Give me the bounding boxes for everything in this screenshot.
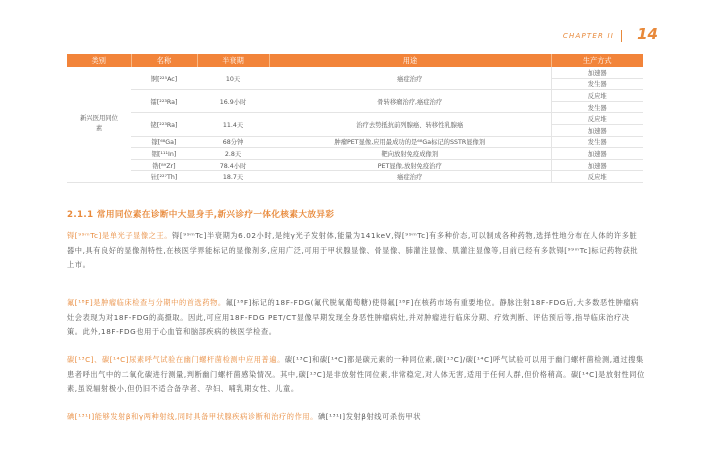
paragraph-body: 锝[⁹⁹ᵐTc]半衰期为6.02小时,是纯γ光子发射体,能量为141keV,锝[⁹⁹ᵐTc]有多种价态,可以制成各种药物,选择性地分布在人体的许多脏器中,具有良好的显像剂特性,在核医学界能标记的显像剂多,应用广泛,可用于甲状腺显像、骨显像、肺灌注显像、肌灌注显像等,目前已经有多款锝[⁹⁹ᵐTc]标记药物获批上市。 [67,231,639,270]
isotope-name: 镓[⁶⁸Ga] [131,136,197,148]
half-life: 16.9小时 [197,90,269,113]
col-header-production: 生产方式 [551,54,643,67]
col-header-half-life: 半衰期 [197,54,269,67]
paragraph-lead: 氟[¹⁸F]是肿瘤临床检查与分期中的首选药物。 [67,298,226,307]
production-form: 发生器 [551,101,643,113]
col-header-name: 名称 [131,54,197,67]
half-life: 10天 [197,67,269,90]
page-header [0,24,710,46]
production-form: 加速器 [551,67,643,78]
production-form: 加速器 [551,159,643,171]
isotope-table [67,54,643,183]
table-row [67,136,643,148]
paragraph-fluorine [67,296,645,340]
paragraph-lead: 碳[¹³C]、碳[¹⁴C]尿素呼气试验在幽门螺杆菌检测中应用普遍。 [67,355,285,364]
paragraph-lead: 锝[⁹⁹ᵐTc]是单光子显像之王。 [67,231,173,240]
paragraph-body: 碘[¹³¹I]发射β射线可杀伤甲状 [317,412,421,421]
isotope-name: 铑[²²³Ra] [131,113,197,136]
category-cell [67,67,131,182]
page-number: 14 [637,25,658,43]
use: 癌症治疗 [269,171,551,183]
paragraph-body: 碳[¹³C]和碳[¹⁴C]都是碳元素的一种同位素,碳[¹³C]/碳[¹⁴C]呼气试验可以用于幽门螺杆菌检测,通过搜集患者呼出气中的二氧化碳进行测量,判断幽门螺杆菌感染情况。其中,碳[¹³C]是非放射性同位素,非常稳定,对人体无害,适用于任何人群,但价格稍高。碳[¹⁴C]是放射性同位素,虽说辐射极小,但仍旧不适合备孕者、孕妇、哺乳期女性、儿童。 [67,355,645,394]
chapter-label: CHAPTER II [562,32,614,40]
paragraph-carbon [67,353,645,397]
isotope-name: 钍[²²⁷Th] [131,171,197,183]
half-life: 18.7天 [197,171,269,183]
use: 靶向放射免疫成像剂 [269,148,551,160]
production-form: 加速器 [551,124,643,136]
use: 肿瘤PET显像,应用最成功的是⁶⁸Ga标记的SSTR显像剂 [269,136,551,148]
table-row [67,90,643,102]
section-title: 2.1.1 常用同位素在诊断中大显身手,新兴诊疗一体化核素大放异彩 [67,210,335,220]
col-header-category: 类别 [67,54,131,67]
paragraph-technetium [67,229,645,273]
half-life: 78.4小时 [197,159,269,171]
half-life: 11.4天 [197,113,269,136]
table-row [67,148,643,160]
half-life: 2.8天 [197,148,269,160]
production-form: 反应堆 [551,171,643,183]
table-header-row [67,54,643,67]
category-label: 新兴医用同位素 [80,115,118,133]
paragraph-body: 氟[¹⁸F]标记的18F-FDG(氟代脱氧葡萄糖)使得氟[¹⁸F]在核药市场有重要地位。静脉注射18F-FDG后,大多数恶性肿瘤病灶会表现为对18F-FDG的高摄取。因此,可应用18F-FDG PET/CT显像早期发现全身恶性肿瘤病灶,并对肿瘤进行临床分期、疗效判断、评估预后等,指导临床治疗决策。此外,18F-FDG也用于心血管和脑部疾病的核医学检查。 [67,298,639,337]
col-header-use: 用途 [269,54,551,67]
production-form: 发生器 [551,78,643,90]
table-row [67,67,643,78]
use: 治疗去势抵抗前列腺癌、转移性乳腺癌 [269,113,551,136]
production-form: 发生器 [551,136,643,148]
paragraph-lead: 碘[¹³¹I]能够发射β和γ两种射线,同时具备甲状腺疾病诊断和治疗的作用。 [67,412,318,421]
isotope-name: 铟[¹¹¹In] [131,148,197,160]
half-life: 68分钟 [197,136,269,148]
use: 骨转移瘤治疗,癌症治疗 [269,90,551,113]
use: 癌症治疗 [269,67,551,90]
paragraph-iodine [67,410,645,425]
isotope-name: 镭[²²³Ra] [131,90,197,113]
header-divider [621,30,622,42]
table-row [67,159,643,171]
table-row [67,113,643,125]
use: PET显像,放射免疫治疗 [269,159,551,171]
production-form: 反应堆 [551,113,643,125]
table-row [67,171,643,183]
production-form: 加速器 [551,148,643,160]
production-form: 反应堆 [551,90,643,102]
isotope-name: 锕[²²⁵Ac] [131,67,197,90]
isotope-name: 锆[⁸⁹Zr] [131,159,197,171]
